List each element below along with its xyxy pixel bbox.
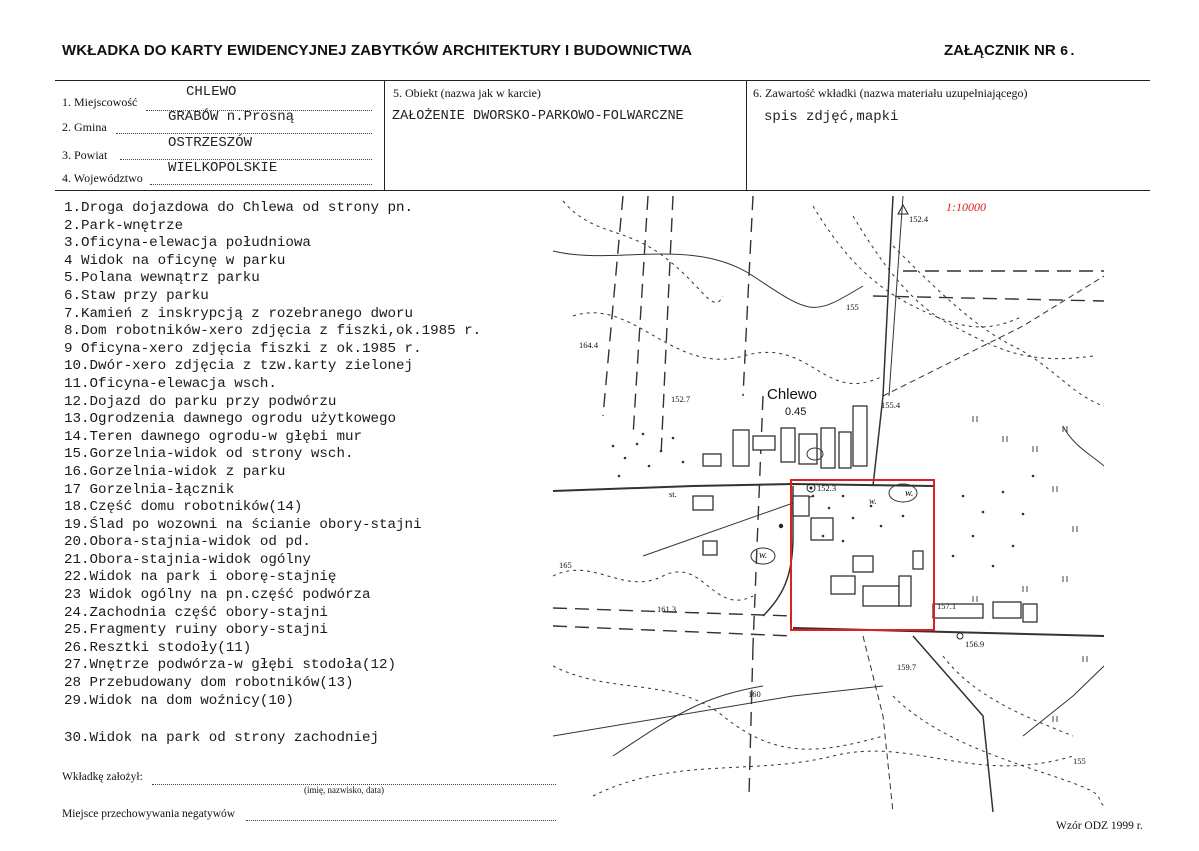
main-road — [763, 486, 793, 616]
photo-list-item: 26.Resztki stodoły(11) — [64, 639, 252, 656]
building — [831, 576, 855, 594]
photo-list-item: 2.Park-wnętrze — [64, 217, 184, 234]
photo-list-item: 13.Ogrodzenia dawnego ogrodu użytkowego — [64, 411, 397, 428]
photo-list-item: 8.Dom robotników-xero zdjęcia z fiszki,ok.1985 r. — [64, 323, 482, 340]
contour-line — [553, 570, 753, 600]
contour-line — [943, 656, 1073, 736]
map-height: 152.3 — [817, 483, 837, 493]
map-height: 155 — [1073, 756, 1086, 766]
wzor-label: Wzór ODZ 1999 r. — [1056, 820, 1143, 832]
building — [733, 430, 749, 466]
gmina-label: 2. Gmina — [62, 120, 107, 134]
map-symbol: st. — [669, 489, 677, 499]
contour-line — [593, 751, 1073, 796]
main-road — [553, 484, 933, 491]
gmina-value: GRABÓW n.Prosną — [168, 109, 295, 125]
wojewodztwo-line — [150, 184, 372, 185]
contour-line — [563, 201, 723, 302]
photo-list-item: 3.Oficyna-elewacja południowa — [64, 235, 311, 252]
building — [853, 556, 873, 572]
map-height: 161.3 — [657, 604, 677, 614]
obiekt-label: 5. Obiekt (nazwa jak w karcie) — [393, 86, 541, 100]
field-boundary — [661, 196, 673, 456]
zawartosc-value: spis zdjęć,mapki — [764, 109, 899, 125]
form-divider-1 — [384, 80, 385, 190]
form-divider-2 — [746, 80, 747, 190]
photo-list-item: 27.Wnętrze podwórza-w głębi stodoła(12) — [64, 657, 397, 674]
diagonal-road — [913, 636, 993, 812]
photo-list-item: 20.Obora-stajnia-widok od pd. — [64, 534, 311, 551]
gmina-line — [116, 133, 372, 134]
photo-list-item: 6.Staw przy parku — [64, 287, 209, 304]
obiekt-value: ZAŁOŻENIE DWORSKO-PARKOWO-FOLWARCZNE — [392, 109, 684, 124]
map-scale: 1:10000 — [946, 200, 986, 214]
building — [899, 576, 911, 606]
diagonal-road — [553, 686, 883, 736]
annex-label-text: ZAŁĄCZNIK NR — [944, 42, 1056, 59]
field-boundary — [873, 296, 1104, 301]
point-marker — [957, 633, 963, 639]
map-symbol: w. — [759, 550, 768, 561]
zawartosc-label: 6. Zawartość wkładki (nazwa materiału uzupełniającego) — [753, 86, 1028, 100]
vertical-road — [873, 196, 893, 486]
photo-list-item: 30.Widok na park od strony zachodniej — [64, 730, 380, 747]
document-title: WKŁADKA DO KARTY EWIDENCYJNEJ ZABYTKÓW ARCHITEKTURY I BUDOWNICTWA — [62, 42, 693, 59]
photo-list-item: 24.Zachodnia część obory-stajni — [64, 604, 328, 621]
field-boundary — [553, 626, 793, 636]
wkladke-label: Wkładkę założył: — [62, 771, 143, 783]
annex-number: 6. — [1059, 44, 1077, 60]
triangulation-marker — [898, 205, 908, 214]
photo-list-item: 4 Widok na oficynę w parku — [64, 252, 286, 269]
map-height: 160 — [748, 689, 761, 699]
photo-list-item: 7.Kamień z inskrypcją z rozebranego dworu — [64, 305, 414, 322]
photo-list-item: 25.Fragmenty ruiny obory-stajni — [64, 622, 328, 639]
building — [839, 432, 851, 468]
photo-list-item: 1.Droga dojazdowa do Chlewa od strony pn. — [64, 200, 414, 216]
powiat-value: OSTRZESZÓW — [168, 135, 253, 151]
contour-line — [613, 686, 763, 756]
photo-list — [64, 200, 544, 748]
miejscowosc-value: CHLEWO — [186, 84, 237, 100]
photo-list-item: 22.Widok na park i oborę-stajnię — [64, 569, 337, 586]
building — [1023, 604, 1037, 622]
miejsce-label: Miejsce przechowywania negatywów — [62, 808, 236, 820]
photo-list-item: 17 Gorzelnia-łącznik — [64, 481, 235, 498]
diagonal-road — [1023, 666, 1104, 736]
building — [993, 602, 1021, 618]
powiat-label: 3. Powiat — [62, 148, 108, 162]
map-height: 164.4 — [579, 340, 599, 350]
diagonal-road — [643, 496, 813, 556]
miejscowosc-label: 1. Miejscowość — [62, 95, 138, 109]
photo-list-item: 23 Widok ogólny na pn.część podwórza — [64, 587, 371, 604]
form-top-rule — [55, 80, 1150, 81]
wojewodztwo-value: WIELKOPOLSKIE — [168, 160, 278, 176]
map-height: 152.7 — [671, 394, 691, 404]
photo-list-item: 18.Część domu robotników(14) — [64, 499, 303, 516]
map-height: 157.1 — [937, 601, 957, 611]
photo-list-item: 10.Dwór-xero zdjęcia z tzw.karty zielonej — [64, 358, 414, 375]
building — [693, 496, 713, 510]
photo-list-item: 9 Oficyna-xero zdjęcia fiszki z ok.1985 r. — [64, 340, 422, 357]
building — [913, 551, 923, 569]
map-symbol: w. — [869, 496, 877, 506]
wojewodztwo-label: 4. Województwo — [62, 171, 143, 185]
contour-line — [1063, 426, 1104, 466]
building — [703, 454, 721, 466]
field-boundary — [743, 196, 753, 396]
photo-list-item: 19.Ślad po wozowni na ścianie obory-stajni — [64, 516, 422, 533]
field-boundary — [753, 396, 763, 646]
map-height: 152.4 — [909, 214, 929, 224]
contour-line — [813, 206, 1023, 327]
building — [753, 436, 775, 450]
map-village-sub: 0.45 — [785, 406, 807, 418]
photo-list-item: 5.Polana wewnątrz parku — [64, 270, 260, 287]
photo-list-item: 12.Dojazd do parku przy podwórzu — [64, 393, 337, 410]
photo-list-item: 21.Obora-stajnia-widok ogólny — [64, 551, 311, 568]
location-map — [553, 196, 1104, 812]
field-boundary — [633, 196, 648, 436]
contour-line — [553, 666, 883, 749]
map-height: 155.4 — [881, 400, 901, 410]
building — [821, 428, 835, 468]
building — [853, 406, 867, 466]
contour-line — [893, 696, 1104, 806]
photo-list-item: 14.Teren dawnego ogrodu-w głębi mur — [64, 428, 362, 445]
map-height: 165 — [559, 560, 572, 570]
map-symbol: w. — [905, 488, 914, 499]
building — [793, 496, 809, 516]
wkladke-hint: (imię, nazwisko, data) — [304, 785, 384, 795]
map-height: 159.7 — [897, 662, 917, 672]
photo-list-item: 16.Gorzelnia-widok z parku — [64, 463, 286, 480]
building — [863, 586, 899, 606]
form-bottom-rule — [55, 190, 1150, 191]
annex-label — [944, 42, 1077, 60]
map-height: 156.9 — [965, 639, 985, 649]
diagonal-road — [883, 276, 1104, 396]
photo-list-item: 29.Widok na dom woźnicy(10) — [64, 692, 294, 709]
map-village-name: Chlewo — [767, 386, 818, 403]
contour-line — [893, 246, 1104, 406]
diagonal-road — [863, 636, 893, 812]
map-svg — [553, 196, 1104, 812]
building — [781, 428, 795, 462]
point-marker — [779, 524, 783, 528]
grass-mark — [973, 416, 1087, 722]
photo-list-item: 11.Oficyna-elewacja wsch. — [64, 375, 277, 392]
contour-line — [573, 313, 883, 384]
photo-list-item: 15.Gorzelnia-widok od strony wsch. — [64, 446, 354, 463]
building — [703, 541, 717, 555]
field-boundary — [603, 196, 623, 416]
map-height: 155 — [846, 302, 859, 312]
miejsce-line — [246, 820, 556, 821]
photo-list-item: 28 Przebudowany dom robotników(13) — [64, 675, 354, 692]
point-marker — [810, 487, 813, 490]
field-boundary — [749, 646, 753, 796]
